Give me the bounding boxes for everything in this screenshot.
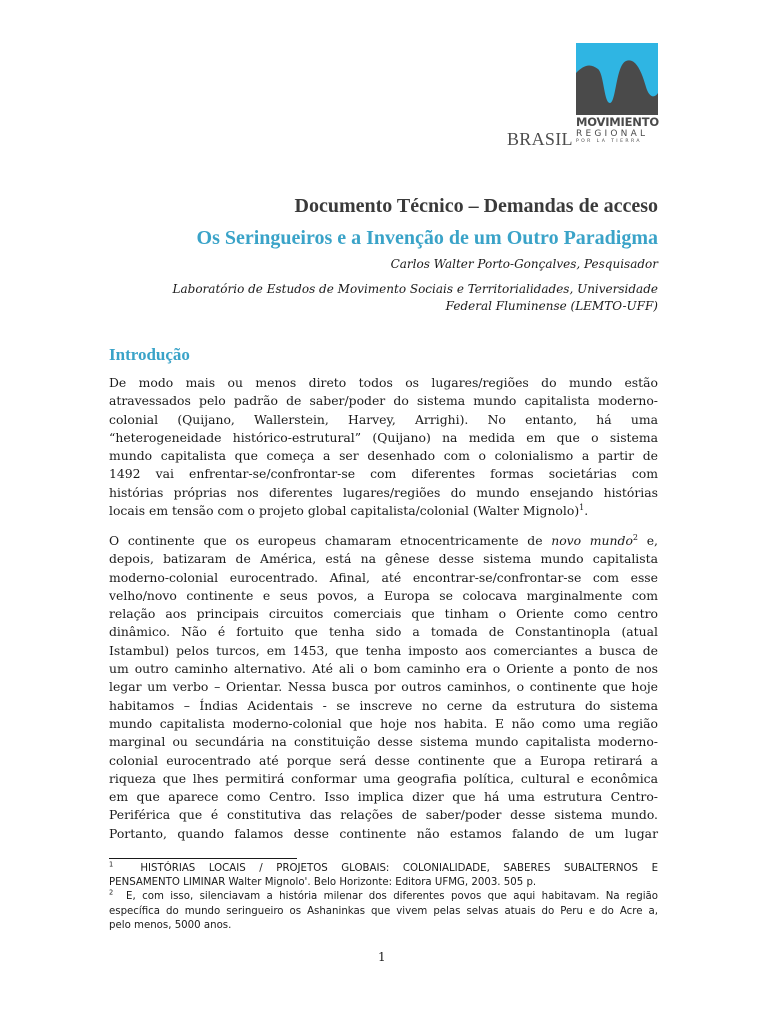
document-title: Documento Técnico – Demandas de acceso: [294, 195, 658, 217]
page-number: 1: [378, 950, 386, 964]
paragraph-2: [109, 532, 658, 843]
movimiento-regional-logo: [576, 43, 658, 153]
paragraph-line: relação aos principais circuitos comerciais que tinham o Oriente como centro: [109, 606, 658, 622]
paragraph-line: riqueza que lhes permitirá conformar uma geografia política, cultural e econômica: [109, 770, 658, 786]
paragraph-last-line: [109, 502, 658, 520]
footnote-separator: [109, 858, 297, 859]
logo-line-3: POR LA TIERRA: [576, 139, 642, 144]
author-line: Carlos Walter Porto-Gonçalves, Pesquisador: [390, 257, 658, 271]
paragraph-line: atravessados pelo padrão de saber/poder do sistema mundo capitalista moderno-: [109, 393, 658, 409]
logo-line-2: REGIONAL: [576, 129, 649, 139]
document-subtitle: Os Seringueiros e a Invenção de um Outro Paradigma: [196, 227, 658, 249]
footnote-ref-2[interactable]: 2: [632, 532, 639, 542]
footnote-ref-1[interactable]: 1: [579, 502, 585, 512]
paragraph-line: De modo mais ou menos direto todos os lugares/regiões do mundo estão: [109, 375, 658, 390]
paragraph-line-text: locais em tensão com o projeto global capitalista/colonial (Walter Mignolo): [109, 503, 580, 519]
paragraph-line: moderno-colonial eurocentrado. Afinal, até encontrar-se/confrontar-se com esse: [109, 569, 658, 585]
paragraph-line: “heterogeneidade histórico-estrutural” (Quijano) na medida em que o sistema: [109, 429, 658, 445]
footnote-text: E, com isso, silenciavam a história milenar dos diferentes povos que aqui habitavam. Na região: [126, 891, 658, 903]
paragraph-line: velho/novo continente e seus povos, a Europa se colocava marginalmente com: [109, 587, 658, 603]
paragraph-line: depois, batizaram de América, está na gênese desse sistema mundo capitalista: [109, 551, 658, 567]
sentence-end: .: [584, 503, 589, 519]
affiliation-line: Federal Fluminense (LEMTO-UFF): [445, 299, 658, 313]
paragraph-line: Portanto, quando falamos desse continente não estamos falando de um lugar: [109, 825, 658, 841]
paragraph-line: Periférica que é constitutiva das relações de saber/poder desse sistema mundo.: [109, 807, 658, 823]
footnote-1-line: PENSAMENTO LIMINAR Walter Mignolo'. Belo Horizonte: Editora UFMG, 2003. 505 p.: [109, 877, 537, 889]
paragraph-line: colonial (Quijano, Wallerstein, Harvey, Arrighi). No entanto, há uma: [109, 411, 658, 427]
footnotes: [109, 862, 658, 933]
line-text: O continente que os europeus chamaram etnocentricamente de: [109, 533, 552, 548]
paragraph-line: um outro caminho alternativo. Até ali o bom caminho era o Oriente a ponto de nos: [109, 661, 658, 677]
footnote-1-line: [109, 862, 658, 876]
footnote-number: 1: [109, 860, 114, 869]
paragraph-line: legar um verbo – Orientar. Nessa busca por outros caminhos, o continente que hoje: [109, 679, 658, 695]
footnote-2-line: [109, 890, 658, 904]
section-heading: Introdução: [109, 345, 190, 364]
paragraph-line: histórias próprias nos diferentes lugares/regiões do mundo ensejando histórias: [109, 484, 658, 500]
paragraph-line: habitamos – Índias Acidentais - se inscreve no cerne da estrutura do sistema: [109, 697, 658, 713]
paragraph-first-line: [109, 532, 658, 550]
paragraph-line: mundo capitalista que começa a ser desenhado com o colonialismo a partir de: [109, 448, 658, 464]
country-label: BRASIL: [507, 129, 573, 149]
emphasis-novo-mundo: novo mundo: [551, 533, 633, 548]
logo-mark-icon: [576, 43, 658, 115]
logo-line-1: MOVIMIENTO: [576, 115, 659, 129]
footnote-2-line: pelo menos, 5000 anos.: [109, 919, 232, 931]
paragraph-line: mundo capitalista moderno-colonial que hoje nos habita. E não como uma região: [109, 715, 658, 731]
affiliation: [138, 281, 658, 315]
line-text-end: e,: [638, 533, 658, 548]
footnote-number: 2: [109, 888, 114, 897]
footnote-2-line: específica do mundo seringueiro os Ashaninkas que vivem pelas selvas atuais do Peru e do Acre a,: [109, 905, 658, 917]
paragraph-line: marginal ou secundária na constituição desse sistema mundo capitalista moderno-: [109, 734, 658, 750]
footnote-text: HISTÓRIAS LOCAIS / PROJETOS GLOBAIS: COLONIALIDADE, SABERES SUBALTERNOS E: [140, 863, 659, 874]
affiliation-line: Laboratório de Estudos de Movimento Sociais e Territorialidades, Universidade: [172, 282, 658, 296]
paragraph-1: [109, 374, 658, 520]
paragraph-line: dinâmico. Não é fortuito que tenha sido a tomada de Constantinopla (atual: [109, 624, 658, 640]
paragraph-line: 1492 vai enfrentar-se/confrontar-se com diferentes formas societárias com: [109, 466, 658, 482]
paragraph-line: em que aparece como Centro. Isso implica dizer que há uma estrutura Centro-: [109, 789, 658, 805]
paragraph-line: Istambul) pelos turcos, em 1453, que tenha imposto aos comerciantes a busca de: [109, 642, 658, 658]
paragraph-line: colonial eurocentrado até porque será desse continente que a Europa retirará a: [109, 752, 658, 768]
